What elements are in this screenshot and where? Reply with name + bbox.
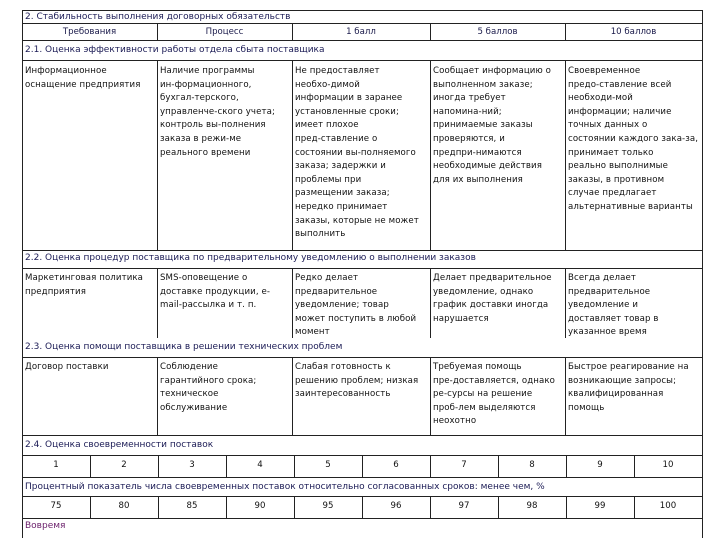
percent-cell: 80 xyxy=(118,501,130,511)
percent-cell: 96 xyxy=(390,501,402,511)
score-cell: 2 xyxy=(121,460,127,470)
s2-score-10: Всегда делает предварительное уведомление и доставляет товар в указанное время xyxy=(568,273,659,338)
score-cell: 6 xyxy=(393,460,399,470)
s3-score-5: Требуемая помощь пре-доставляется, однако ре-сурсы на решение проб-лем выделяются неохотно xyxy=(433,362,555,427)
score-row-divider xyxy=(158,455,159,477)
percent-cell: 98 xyxy=(526,501,538,511)
percent-row-divider xyxy=(498,496,499,518)
percent-row-divider xyxy=(430,496,431,518)
percent-row-divider xyxy=(90,496,91,518)
section-heading-2-4: 2.4. Оценка своевременности поставок xyxy=(25,440,214,450)
s2-score-5: Делает предварительное уведомление, однако график доставки иногда нарушается xyxy=(433,273,552,324)
percent-row-divider xyxy=(226,496,227,518)
score-row-divider xyxy=(90,455,91,477)
s1-score-1: Не предоставляет необхо-димой информации в заранее установленные сроки; имеет плохое пред-ставление о состоянии вы-полняемого заказа; задержки и проблемы при размещении заказа; нередко принимает заказы, которые не может выполнить xyxy=(295,66,419,240)
score-row-divider xyxy=(498,455,499,477)
column-header-requirements: Требования xyxy=(62,27,117,37)
column-header-10-points: 10 баллов xyxy=(610,27,657,37)
section-heading-2-2: 2.2. Оценка процедур поставщика по предварительному уведомлению о выполнении заказов xyxy=(25,253,476,263)
s2-score-1: Редко делает предварительное уведомление; товар может поступить в любой момент xyxy=(295,273,417,338)
percent-caption: Процентный показатель числа своевременных поставок относительно согласованных сроков: менее чем, % xyxy=(25,482,545,492)
score-row-divider xyxy=(634,455,635,477)
score-row-divider xyxy=(430,455,431,477)
score-cell: 3 xyxy=(189,460,195,470)
table-title: 2. Стабильность выполнения договорных обязательств xyxy=(25,12,291,22)
section-heading-2-3: 2.3. Оценка помощи поставщика в решении технических проблем xyxy=(25,342,343,352)
percent-row-divider xyxy=(634,496,635,518)
percent-cell: 100 xyxy=(659,501,677,511)
s3-score-10: Быстрое реагирование на возникающие запросы; квалифицированная помощь xyxy=(568,362,689,413)
score-cell: 9 xyxy=(597,460,603,470)
percent-row-divider xyxy=(294,496,295,518)
percent-cell: 95 xyxy=(322,501,334,511)
column-header-process: Процесс xyxy=(205,27,244,37)
percent-cell: 97 xyxy=(458,501,470,511)
score-cell: 1 xyxy=(53,460,59,470)
percent-row-divider xyxy=(158,496,159,518)
score-cell: 5 xyxy=(325,460,331,470)
percent-row-divider xyxy=(566,496,567,518)
s3-score-1: Слабая готовность к решению проблем; низкая заинтересованность xyxy=(295,362,419,400)
percent-cell: 90 xyxy=(254,501,266,511)
s1-score-10: Своевременное предо-ставление всей необходи-мой информации; наличие точных данных о состоянии каждого зака-за, принимает только реально выполнимые заказы, в противном случае предлагает альтернативные варианты xyxy=(568,66,699,212)
percent-cell: 99 xyxy=(594,501,606,511)
s1-process: Наличие программы ин-формационного, бухгал-терского, управленче-ского учета; контроль вы-полнения заказа в режи-ме реального времени xyxy=(160,66,275,158)
score-row-divider xyxy=(362,455,363,477)
score-row-divider xyxy=(294,455,295,477)
score-row-divider xyxy=(566,455,567,477)
s3-process: Соблюдение гарантийного срока; техническое обслуживание xyxy=(160,362,257,413)
score-row-divider xyxy=(226,455,227,477)
column-header-5-points: 5 баллов xyxy=(477,27,518,37)
s2-process: SMS-оповещение о доставке продукции, e- mail-рассылка и т. п. xyxy=(160,273,271,311)
score-cell: 4 xyxy=(257,460,263,470)
s1-score-5: Сообщает информацию о выполненном заказе; иногда требует напомина-ний; принимаемые заказы проверяются, и предпри-нимаются необходимые действия для их выполнения xyxy=(433,66,551,185)
column-header-1-point: 1 балл xyxy=(346,27,376,37)
percent-cell: 85 xyxy=(186,501,198,511)
s3-requirement: Договор поставки xyxy=(25,362,109,372)
percent-cell: 75 xyxy=(50,501,62,511)
percent-row-divider xyxy=(362,496,363,518)
score-cell: 8 xyxy=(529,460,535,470)
s2-requirement: Маркетинговая политика предприятия xyxy=(25,273,144,297)
score-cell: 7 xyxy=(461,460,467,470)
section-heading-2-1: 2.1. Оценка эффективности работы отдела сбыта поставщика xyxy=(25,45,325,55)
s1-requirement: Информационное оснащение предприятия xyxy=(25,66,141,90)
footer-word: Вовремя xyxy=(25,521,66,531)
score-cell: 10 xyxy=(662,460,674,470)
